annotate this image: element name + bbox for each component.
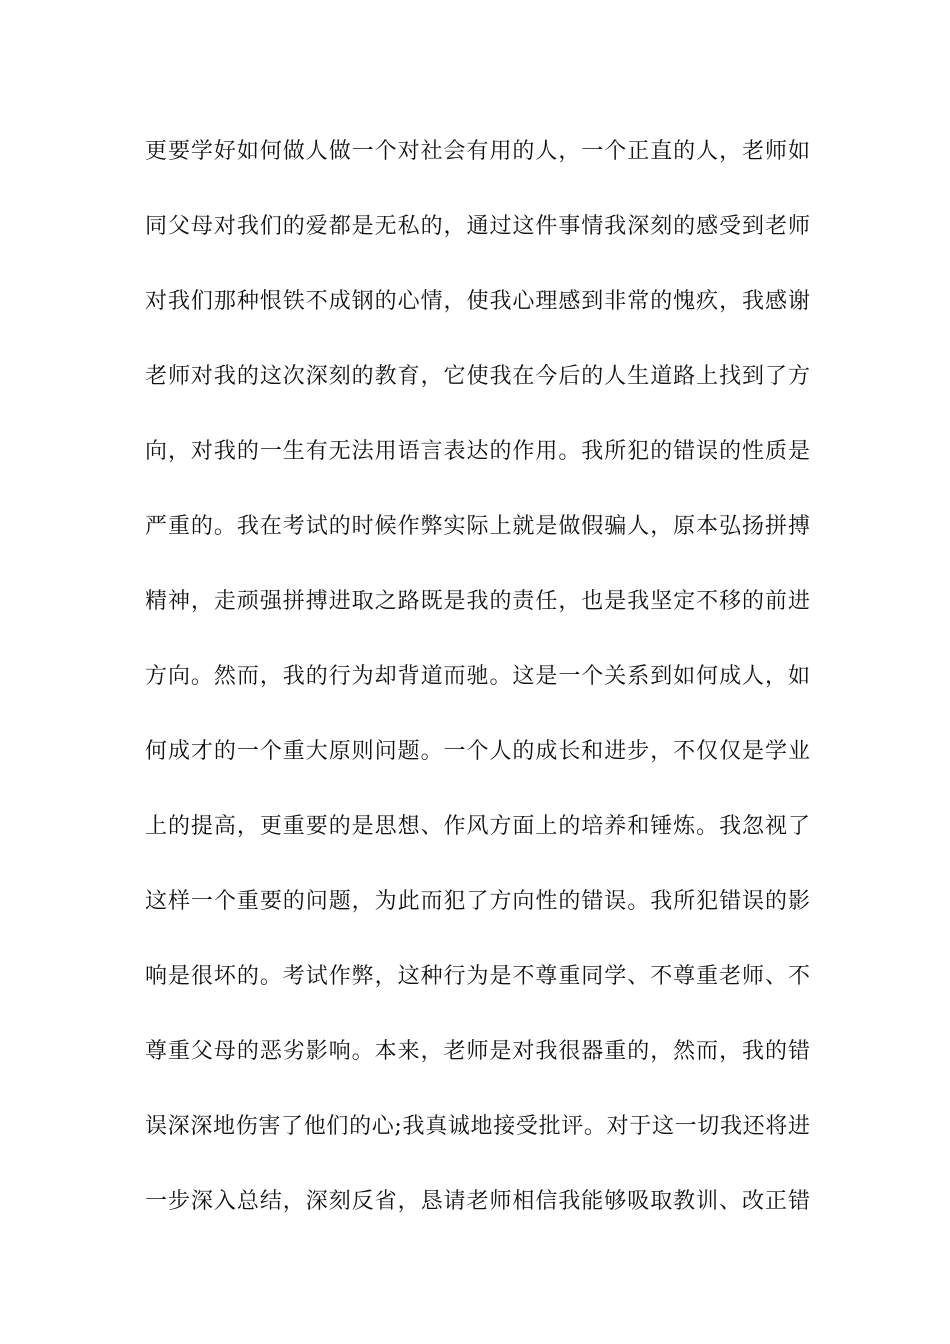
- text-line: 误深深地伤害了他们的心;我真诚地接受批评。对于这一切我还将进: [145, 1114, 810, 1139]
- text-line: 更要学好如何做人做一个对社会有用的人，一个正直的人，老师如: [145, 139, 810, 164]
- text-line: 尊重父母的恶劣影响。本来，老师是对我很器重的，然而，我的错: [145, 1039, 810, 1064]
- text-line: 对我们那种恨铁不成钢的心情，使我心理感到非常的愧疚，我感谢: [145, 289, 810, 314]
- text-line: 严重的。我在考试的时候作弊实际上就是做假骗人，原本弘扬拼搏: [145, 514, 810, 539]
- text-line: 何成才的一个重大原则问题。一个人的成长和进步，不仅仅是学业: [145, 739, 810, 764]
- text-line: 上的提高，更重要的是思想、作风方面上的培养和锤炼。我忽视了: [145, 814, 810, 839]
- text-line: 同父母对我们的爱都是无私的，通过这件事情我深刻的感受到老师: [145, 214, 810, 239]
- text-line: 向，对我的一生有无法用语言表达的作用。我所犯的错误的性质是: [145, 439, 810, 464]
- text-line: 老师对我的这次深刻的教育，它使我在今后的人生道路上找到了方: [145, 364, 810, 389]
- text-line: 一步深入总结，深刻反省，恳请老师相信我能够吸取教训、改正错: [145, 1189, 810, 1214]
- body-text: [145, 132, 810, 1257]
- text-line: 响是很坏的。考试作弊，这种行为是不尊重同学、不尊重老师、不: [145, 964, 810, 989]
- text-line: 精神，走顽强拼搏进取之路既是我的责任，也是我坚定不移的前进: [145, 589, 810, 614]
- text-line: 方向。然而，我的行为却背道而驰。这是一个关系到如何成人，如: [145, 664, 810, 689]
- text-line: 这样一个重要的问题，为此而犯了方向性的错误。我所犯错误的影: [145, 889, 810, 914]
